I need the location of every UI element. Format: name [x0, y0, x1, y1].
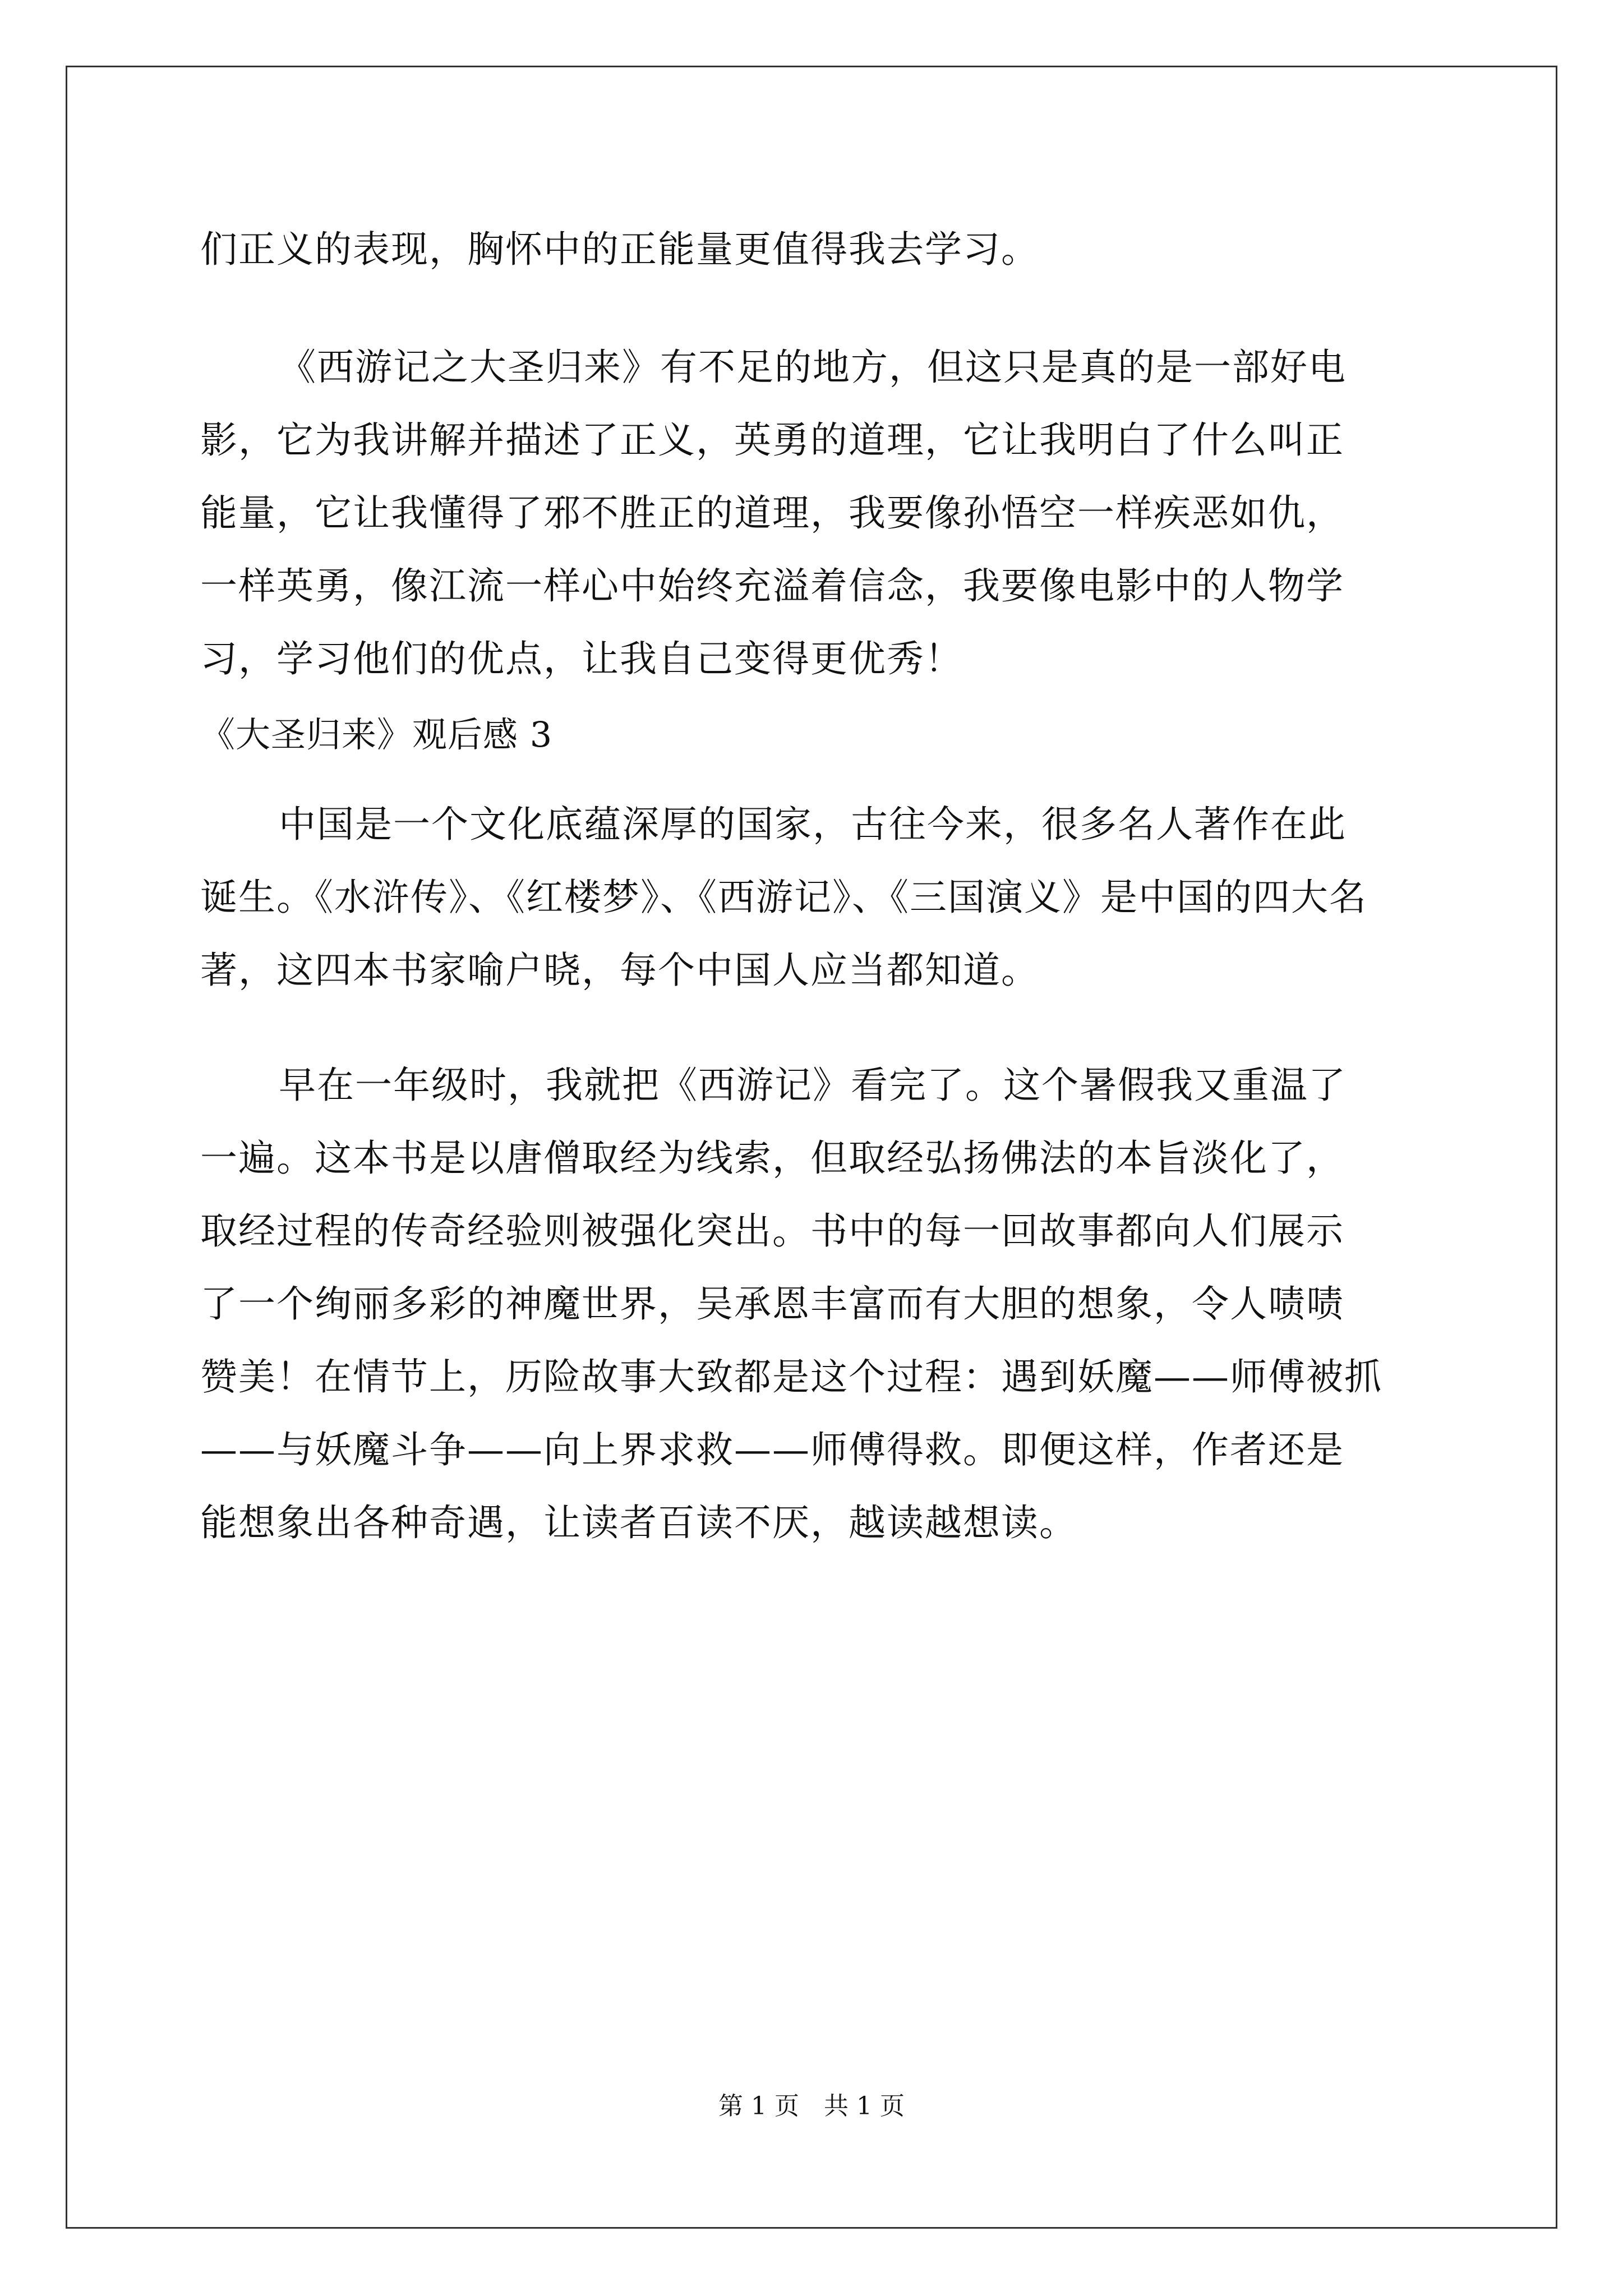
text-line: 一样英勇，像江流一样心中始终充溢着信念，我要像电影中的人物学 — [200, 564, 1344, 608]
section-heading: 《大圣归来》观后感 3 — [200, 714, 553, 755]
page-footer: 第 1 页 共 1 页 — [718, 2092, 905, 2120]
text-line: 影，它为我讲解并描述了正义，英勇的道理，它让我明白了什么叫正 — [200, 418, 1344, 462]
text-line: 取经过程的传奇经验则被强化突出。书中的每一回故事都向人们展示 — [200, 1209, 1344, 1253]
text-line: 了一个绚丽多彩的神魔世界，吴承恩丰富而有大胆的想象，令人啧啧 — [200, 1282, 1344, 1326]
text-line: 一遍。这本书是以唐僧取经为线索，但取经弘扬佛法的本旨淡化了， — [200, 1137, 1344, 1180]
text-line: 著，这四本书家喻户晓，每个中国人应当都知道。 — [200, 949, 1039, 992]
text-line: 诞生。《水浒传》、《红楼梦》、《西游记》、《三国演义》是中国的四大名 — [200, 876, 1367, 919]
text-line: ——与妖魔斗争——向上界求救——师傅得救。即便这样，作者还是 — [200, 1428, 1344, 1471]
paragraph-first-line: 中国是一个文化底蕴深厚的国家，古往今来，很多名人著作在此 — [279, 803, 1347, 846]
text-line: 习，学习他们的优点，让我自己变得更优秀！ — [200, 637, 963, 680]
text-line: 能量，它让我懂得了邪不胜正的道理，我要像孙悟空一样疾恶如仇， — [200, 491, 1344, 535]
paragraph-first-line: 《西游记之大圣归来》有不足的地方，但这只是真的是一部好电 — [279, 346, 1347, 389]
text-line: 赞美！在情节上，历险故事大致都是这个过程：遇到妖魔——师傅被抓 — [200, 1355, 1382, 1398]
paragraph-first-line: 早在一年级时，我就把《西游记》看完了。这个暑假我又重温了 — [279, 1064, 1347, 1107]
text-line: 能想象出各种奇遇，让读者百读不厌，越读越想读。 — [200, 1501, 1077, 1544]
text-line: 们正义的表现，胸怀中的正能量更值得我去学习。 — [200, 228, 1039, 271]
